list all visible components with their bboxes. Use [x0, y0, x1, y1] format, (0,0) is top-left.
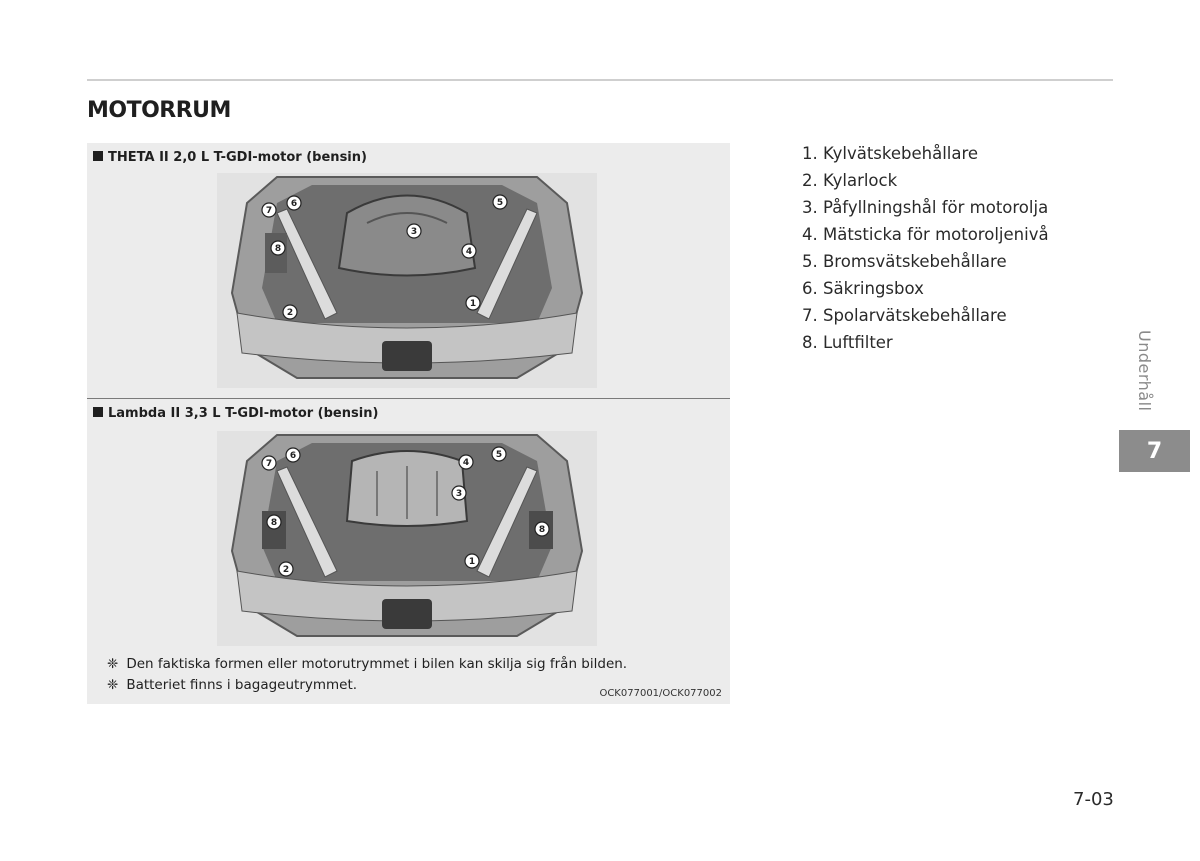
callout-2: 2	[282, 565, 290, 575]
callout-6: 6	[289, 451, 297, 461]
list-item: 6. Säkringsbox	[802, 279, 924, 298]
list-item: 4. Mätsticka för motoroljenivå	[802, 225, 1049, 244]
figure-note-1	[107, 656, 627, 672]
engine-bay-image-theta	[217, 173, 597, 388]
list-item: 7. Spolarvätskebehållare	[802, 306, 1007, 325]
callout-8: 8	[274, 244, 282, 254]
callout-1: 1	[469, 299, 477, 309]
engine-bay-image-lambda	[217, 431, 597, 646]
callout-2: 2	[286, 308, 294, 318]
callout-3: 3	[410, 227, 418, 237]
page-number: 7-03	[1073, 789, 1114, 810]
figure-caption-1	[93, 150, 367, 165]
figure-note-2	[107, 677, 357, 693]
figure-caption-2	[93, 406, 378, 421]
callout-8: 8	[538, 525, 546, 535]
callout-8: 8	[270, 518, 278, 528]
top-rule	[87, 79, 1113, 81]
image-code: OCK077001/OCK077002	[599, 688, 722, 699]
callout-7: 7	[265, 206, 273, 216]
caption-text: THETA II 2,0 L T-GDI-motor (bensin)	[108, 150, 367, 165]
callout-6: 6	[290, 199, 298, 209]
note-asterisk-icon: ❈	[107, 677, 119, 693]
figure-divider	[87, 398, 730, 399]
parts-list	[802, 140, 1049, 356]
list-item: 3. Påfyllningshål för motorolja	[802, 198, 1049, 217]
list-item: 1. Kylvätskebehållare	[802, 144, 979, 163]
callout-4: 4	[462, 458, 470, 468]
list-item: 2. Kylarlock	[802, 171, 898, 190]
callout-5: 5	[496, 198, 504, 208]
chapter-tab: 7	[1119, 430, 1190, 472]
callout-5: 5	[495, 450, 503, 460]
figure-panel	[87, 143, 730, 704]
note-asterisk-icon: ❈	[107, 656, 119, 672]
list-item: 5. Bromsvätskebehållare	[802, 252, 1007, 271]
callout-7: 7	[265, 459, 273, 469]
note-text: Batteriet finns i bagageutrymmet.	[126, 677, 358, 693]
callout-3: 3	[455, 489, 463, 499]
note-text: Den faktiska formen eller motorutrymmet i bilen kan skilja sig från bilden.	[126, 656, 628, 672]
callout-1: 1	[468, 557, 476, 567]
caption-text: Lambda II 3,3 L T-GDI-motor (bensin)	[108, 406, 379, 421]
callout-4: 4	[465, 247, 473, 257]
chapter-side-label: Underhåll	[1135, 330, 1154, 412]
section-title: MOTORRUM	[87, 98, 231, 123]
bullet-square-icon	[93, 407, 103, 417]
bullet-square-icon	[93, 151, 103, 161]
list-item: 8. Luftfilter	[802, 333, 893, 352]
